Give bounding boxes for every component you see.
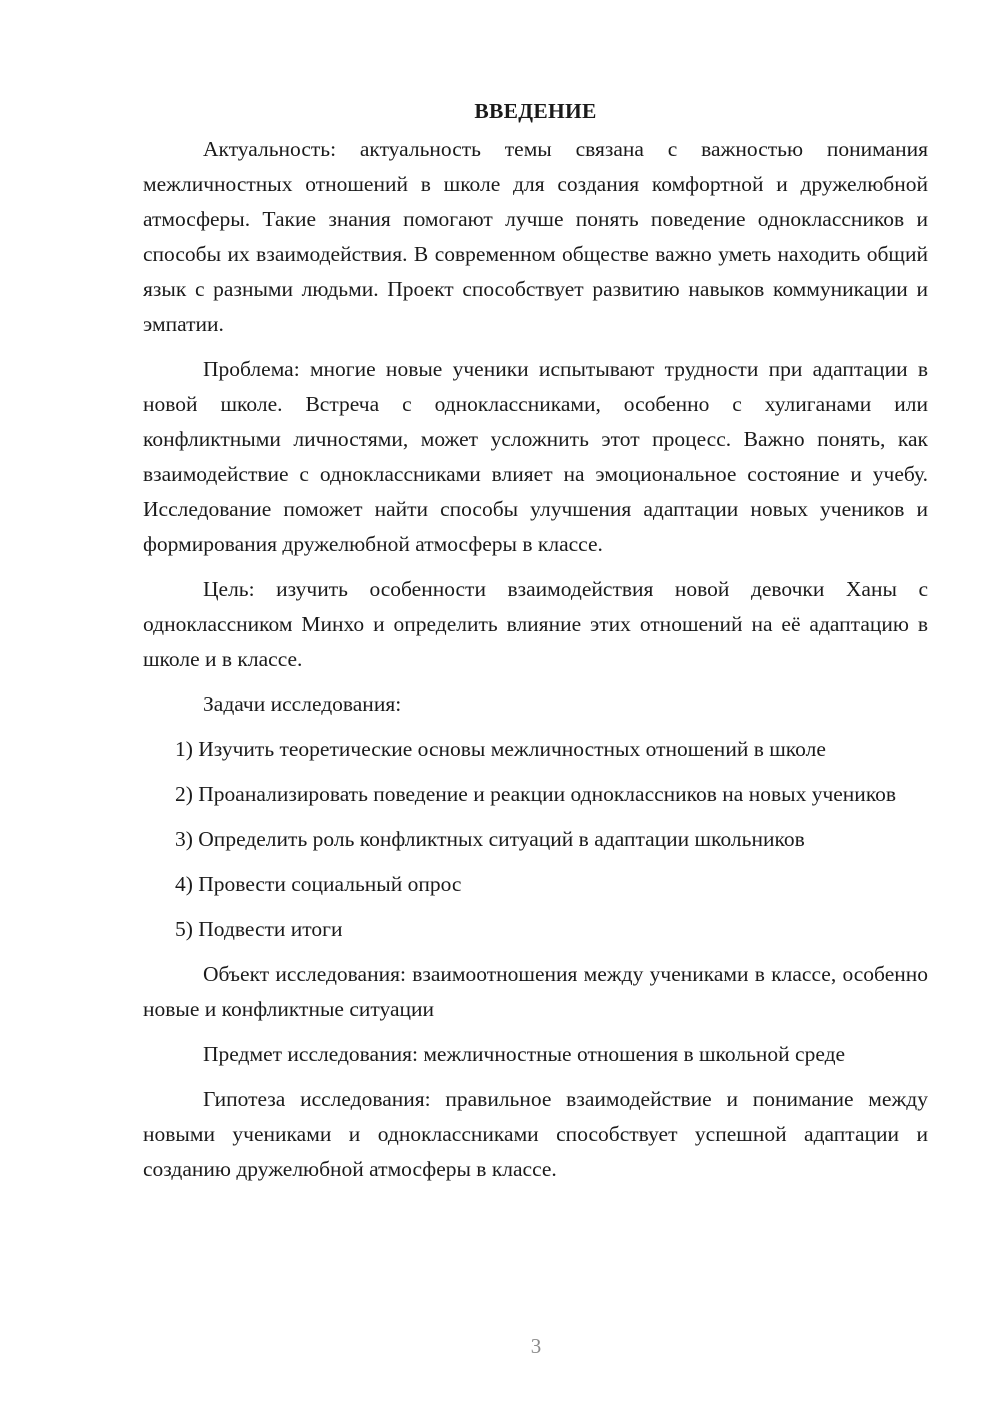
page-number: 3: [530, 1334, 542, 1358]
task-item-3: 3) Определить роль конфликтных ситуаций в адаптации школьников: [175, 827, 805, 851]
paragraph-tasks-heading: Задачи исследования:: [203, 692, 402, 716]
paragraph-goal: Цель: изучить особенности взаимодействия новой девочки Ханы с одноклассником Минхо и определить влияние этих отношений на её адаптацию в школе и в классе.: [143, 577, 928, 671]
task-item-5: 5) Подвести итоги: [175, 917, 343, 941]
task-item-4: 4) Провести социальный опрос: [175, 872, 462, 896]
paragraph-object: Объект исследования: взаимоотношения между учениками в классе, особенно новые и конфликтные ситуации: [143, 962, 928, 1021]
document-page: [143, 94, 928, 1197]
task-item-2: 2) Проанализировать поведение и реакции одноклассников на новых учеников: [175, 782, 897, 806]
task-item-1: 1) Изучить теоретические основы межличностных отношений в школе: [175, 737, 826, 761]
paragraph-subject: Предмет исследования: межличностные отношения в школьной среде: [203, 1042, 846, 1066]
section-heading: ВВЕДЕНИЕ: [474, 99, 597, 123]
paragraph-hypothesis: Гипотеза исследования: правильное взаимодействие и понимание между новыми учениками и одноклассниками способствует успешной адаптации и созданию дружелюбной атмосферы в классе.: [143, 1087, 928, 1181]
paragraph-problem: Проблема: многие новые ученики испытывают трудности при адаптации в новой школе. Встреча с одноклассниками, особенно с хулиганами или конфликтными личностями, может усложнить этот процесс. Важно понять, как взаимодействие с одноклассниками влияет на эмоциональное состояние и учебу. Исследование поможет найти способы улучшения адаптации новых учеников и формирования дружелюбной атмосферы в классе.: [143, 357, 928, 556]
paragraph-relevance: Актуальность: актуальность темы связана с важностью понимания межличностных отношений в школе для создания комфортной и дружелюбной атмосферы. Такие знания помогают лучше понять поведение одноклассников и способы их взаимодействия. В современном обществе важно уметь находить общий язык с разными людьми. Проект способствует развитию навыков коммуникации и эмпатии.: [143, 137, 928, 336]
